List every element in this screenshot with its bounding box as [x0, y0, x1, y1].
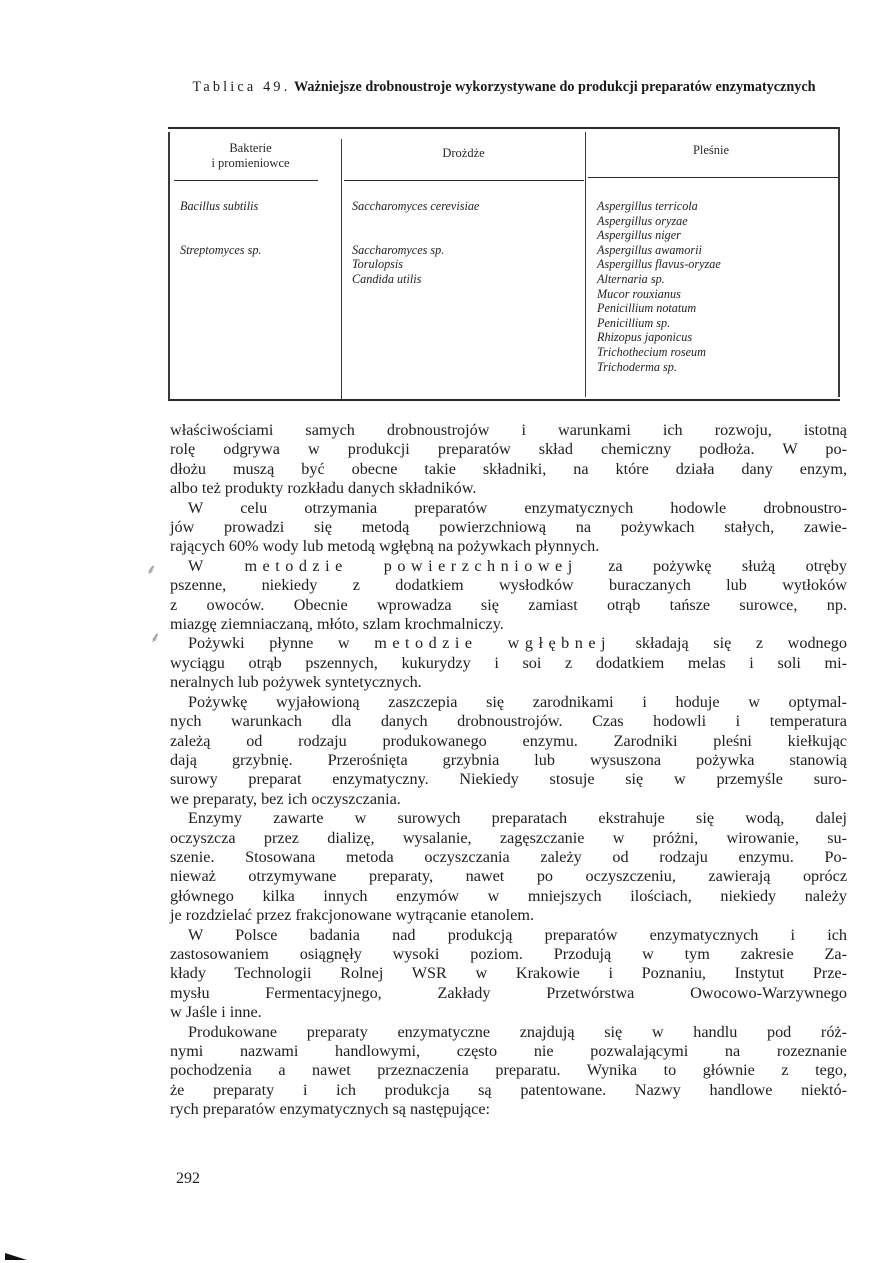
table-right-border: [838, 127, 840, 397]
species-cell: Penicillium sp.: [597, 315, 671, 330]
text-line: Pożywkę wyjałowioną zaszczepia się zarodnikami i hoduje w optymal-: [188, 692, 847, 711]
text-line: rających 60% wody lub metodą wgłębną na pożywkach płynnych.: [170, 537, 600, 556]
text-line: kłady Technologii Rolnej WSR w Krakowie i Poznaniu, Instytut Prze-: [170, 964, 847, 983]
text-line: pszenne, niekiedy z dodatkiem wysłodków buraczanych lub wytłoków: [170, 576, 847, 595]
text-line: wyciągu otrąb pszennych, kukurydzy i soi z dodatkiem melas i soli mi-: [170, 653, 847, 672]
margin-scribble-icon: ⸙: [146, 562, 157, 578]
table-label: Tablica 49.: [192, 79, 291, 95]
header-rule-1: [174, 180, 318, 181]
text-line: pochodzenia a nawet przeznaczenia preparatu. Wynika to głównie z tego,: [170, 1061, 847, 1080]
header-rule-2: [344, 180, 584, 181]
text-line: nych warunkach dla danych drobnoustrojów. Czas hodowli i temperatura: [170, 712, 847, 731]
text-line: neralnych lub pożywek syntetycznych.: [170, 673, 422, 692]
header-bakterie-line-2: i promieniowce: [211, 156, 290, 170]
species-cell: Penicillium notatum: [597, 301, 697, 316]
text-line: [170, 634, 847, 653]
text-line: nymi nazwami handlowymi, często nie pozwalającymi na rozeznanie: [170, 1042, 847, 1060]
text-line: mysłu Fermentacyjnego, Zakłady Przetwórstwa Owocowo-Warzywnego: [170, 983, 847, 1002]
header-rule-3: [588, 177, 840, 178]
margin-scribble-icon: ⸙: [150, 630, 161, 646]
text-line: surowy preparat enzymatyczny. Niekiedy stosuje się w przemyśle suro-: [170, 770, 847, 789]
text-line: oczyszcza przez dializę, wysalanie, zagęszczanie w próżni, wirowanie, su-: [170, 828, 847, 847]
header-plesnie: Pleśnie: [692, 143, 730, 157]
text-line: z owoców. Obecnie wprowadza się zamiast otrąb tańsze surowce, np.: [170, 595, 847, 614]
text-line: szenie. Stosowana metoda oczyszczania zależy od rodzaju enzymu. Po-: [170, 847, 847, 866]
text-line: w Jaśle i inne.: [170, 1003, 262, 1022]
column-plesnie: [597, 199, 721, 374]
species-cell: Candida utilis: [352, 271, 422, 286]
header-bakterie: [168, 141, 333, 171]
species-cell: Aspergillus terricola: [597, 199, 698, 213]
species-cell: Aspergillus awamorii: [597, 242, 702, 257]
table-bottom-rule: [168, 399, 840, 401]
column-bakterie: [180, 199, 261, 257]
header-bakterie-line-1: Bakterie: [229, 141, 272, 155]
table-top-rule: [168, 127, 840, 129]
species-cell: Trichoderma sp.: [597, 359, 677, 374]
species-cell: Aspergillus flavus-oryzae: [597, 257, 721, 272]
text-line: rych preparatów enzymatycznych są następujące:: [170, 1100, 490, 1119]
text-line: właściwościami samych drobnoustrojów i warunkami ich rozwoju, istotną: [170, 421, 847, 439]
column-divider-1: [341, 139, 342, 399]
species-cell: Bacillus subtilis: [180, 199, 259, 213]
text-line: we preparaty, bez ich oczyszczania.: [170, 789, 401, 808]
table-caption: [160, 78, 848, 97]
header-drozdze: Drożdże: [442, 146, 485, 160]
species-cell: Rhizopus japonicus: [597, 330, 693, 345]
page-number: 292: [176, 1170, 200, 1187]
column-drozdze: [352, 199, 479, 286]
spaced-emphasis: metodzie wgłębnej: [374, 634, 612, 653]
text-fragment: składają się z wodnego: [635, 634, 847, 653]
species-cell: Aspergillus niger: [597, 228, 681, 243]
species-cell: Mucor rouxianus: [597, 286, 681, 301]
text-line: Produkowane preparaty enzymatyczne znajdują się w handlu pod róż-: [188, 1022, 847, 1041]
text-fragment: za pożywkę służą otręby: [608, 556, 847, 575]
text-line: albo też produkty rozkładu danych składników.: [170, 479, 477, 498]
text-line: [170, 557, 847, 576]
text-line: jów prowadzi się metodą powierzchniową na pożywkach stałych, zawie-: [170, 518, 847, 537]
text-line: dłożu muszą być obecne takie składniki, na które działa dany enzym,: [170, 459, 847, 478]
text-line: zastosowaniem osiągnęły wysoki poziom. Przodują w tym zakresie Za-: [170, 944, 847, 963]
species-cell: Trichothecium roseum: [597, 344, 706, 359]
text-line: zależą od rodzaju produkowanego enzymu. Zarodniki pleśni kiełkując: [170, 731, 847, 750]
text-line: Enzymy zawarte w surowych preparatach ekstrahuje się wodą, dalej: [188, 809, 847, 828]
species-cell: Torulopsis: [352, 257, 404, 272]
text-line: głównego kilka innych enzymów w mniejszych ilościach, niekiedy należy: [170, 886, 847, 905]
text-fragment: Pożywki płynne w: [188, 634, 350, 653]
text-line: miazgę ziemniaczaną, młóto, szlam krochmalniczy.: [170, 615, 504, 634]
text-line: W Polsce badania nad produkcją preparatów enzymatycznych i ich: [188, 925, 847, 944]
text-line: rolę odgrywa w produkcji preparatów skład chemiczny podłoża. W po-: [170, 440, 847, 459]
text-line: nieważ otrzymywane preparaty, nawet po oczyszczeniu, zawierają oprócz: [170, 867, 847, 886]
species-cell: Saccharomyces sp.: [352, 242, 445, 257]
species-cell: Streptomyces sp.: [180, 242, 262, 257]
species-cell: Aspergillus oryzae: [597, 213, 688, 228]
corner-mark-icon: [5, 1253, 27, 1260]
text-line: dają grzybnię. Przerośnięta grzybnia lub wysuszona pożywka stanowią: [170, 750, 847, 769]
text-line: że preparaty i ich produkcja są patentowane. Nazwy handlowe niektó-: [170, 1080, 847, 1099]
text-line: W celu otrzymania preparatów enzymatycznych hodowle drobnoustro-: [188, 498, 847, 517]
microorganisms-table: [168, 127, 840, 402]
species-cell: Alternaria sp.: [597, 271, 665, 286]
table-title: Ważniejsze drobnoustroje wykorzystywane do produkcji preparatów enzymatycznych: [294, 79, 816, 95]
body-text: [170, 421, 847, 1120]
text-line: je rozdzielać przez frakcjonowane wytrącanie etanolem.: [170, 906, 535, 925]
table-left-border: [168, 132, 170, 400]
species-cell: Saccharomyces cerevisiae: [352, 199, 480, 213]
column-divider-2: [585, 132, 586, 397]
spaced-emphasis: W metodzie powierzchniowej: [188, 556, 578, 575]
